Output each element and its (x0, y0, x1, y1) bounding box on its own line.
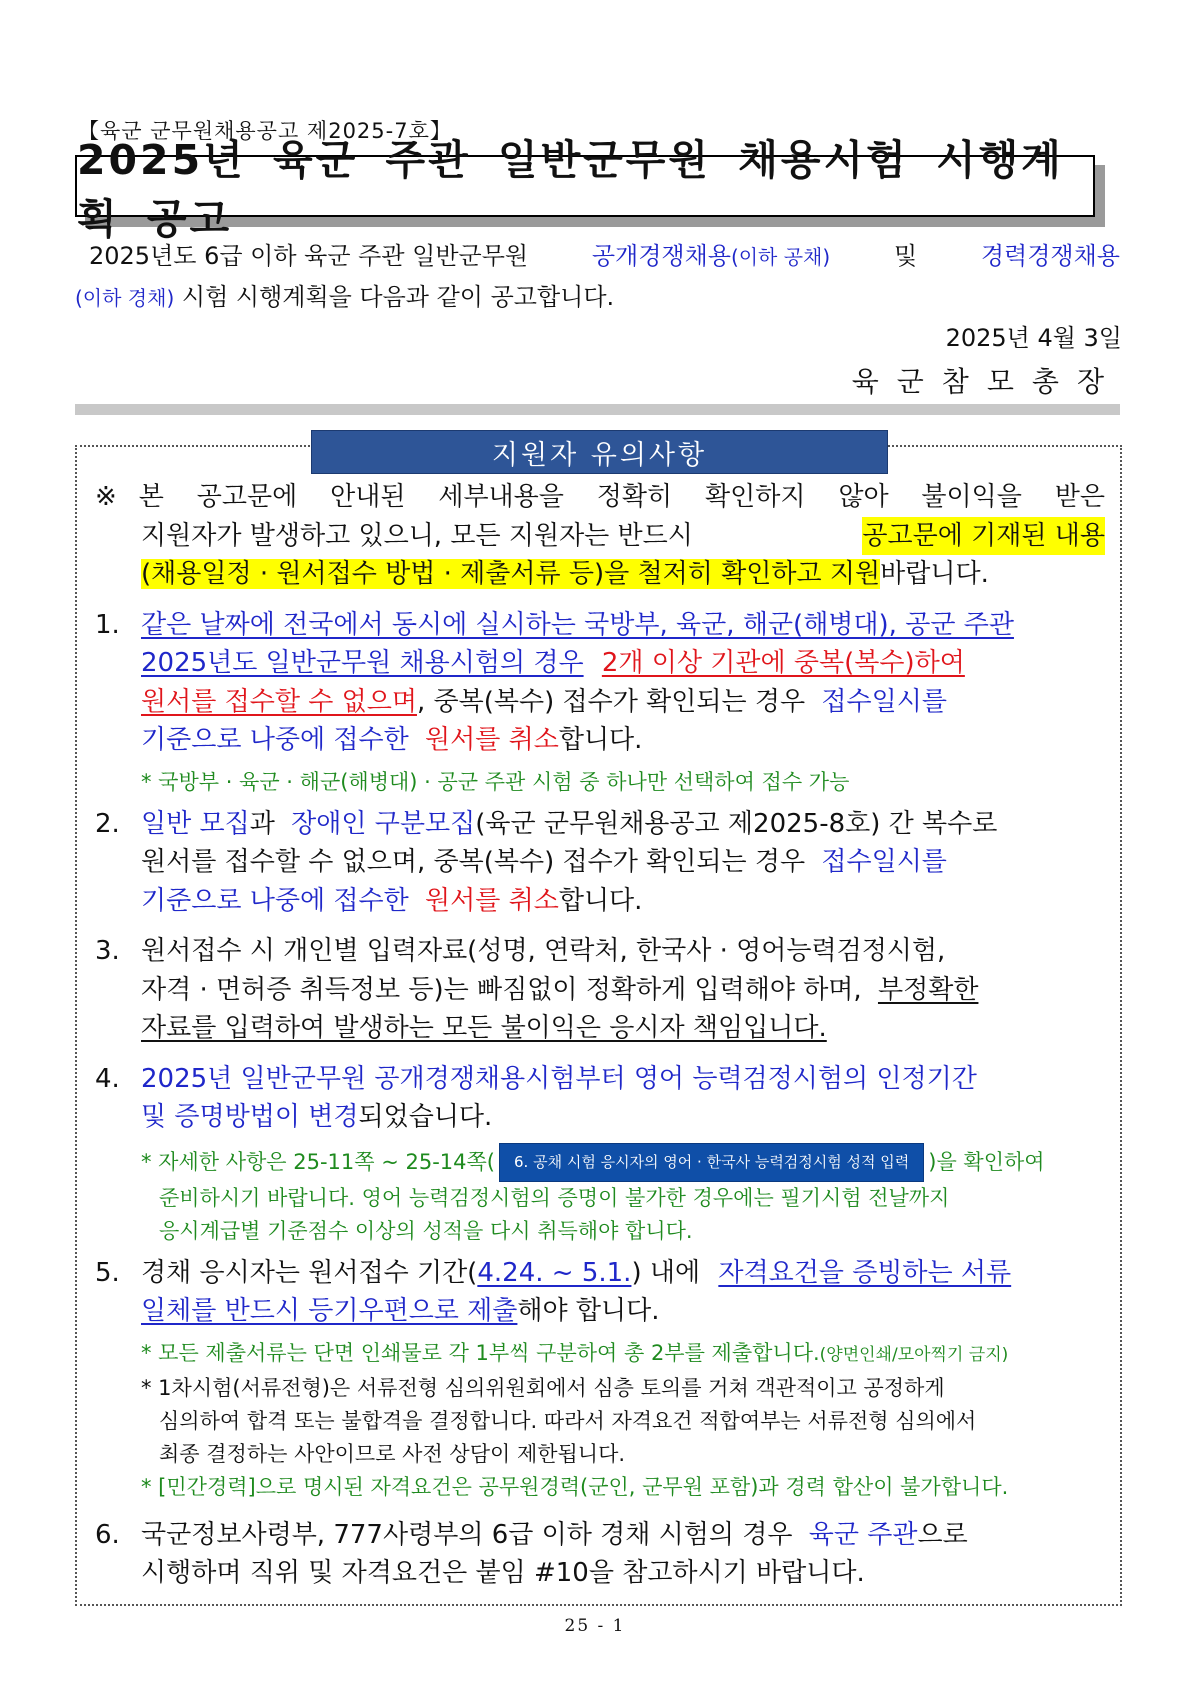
item-3-text: 자격 · 면허증 취득정보 등)는 빠짐없이 정확하게 입력해야 하며, (141, 974, 862, 1005)
item-6-line-2 (95, 1554, 1105, 1593)
item-5-line-2 (95, 1292, 1105, 1331)
reference-mark-icon: ※ (95, 482, 117, 512)
item-4-note-text: )을 확인하여 (928, 1149, 1045, 1174)
preface-line-1 (95, 478, 1105, 517)
intro-highlight-career-recruit: 경력경쟁채용 (980, 242, 1120, 270)
item-2 (95, 805, 1105, 844)
item-5-note-2-line-3: 최종 결정하는 사안이므로 사전 상담이 제한됩니다. (159, 1441, 626, 1466)
item-1-warning: 원서를 접수할 수 없으며 (141, 686, 417, 717)
item-5-note-2-line-2: 심의하여 합격 또는 불합격을 결정합니다. 따라서 자격요건 적합여부는 서류전형 심의에서 (159, 1408, 977, 1433)
intro-text: 시험 시행계획을 다음과 같이 공고합니다. (181, 283, 615, 311)
item-5-note-text: * 모든 제출서류는 단면 인쇄물로 각 1부씩 구분하여 총 2부를 제출합니다. (141, 1340, 820, 1365)
item-3-line-3 (95, 1009, 1105, 1048)
section-reference-tag: 6. 공채 시험 응시자의 영어 · 한국사 능력검정시험 성적 입력 (499, 1143, 924, 1182)
item-4 (95, 1060, 1105, 1099)
item-number: 6. (95, 1519, 120, 1550)
item-6-text: 국군정보사령부, 777사령부의 6급 이하 경채 시험의 경우 (141, 1519, 793, 1550)
notice-heading: 지원자 유의사항 (311, 430, 888, 474)
item-1-warning: 2개 이상 기관에 중복(복수)하여 (601, 648, 965, 678)
item-1-text: 합니다. (558, 725, 643, 755)
preface-line-3 (95, 555, 1105, 594)
item-4-text: 되었습니다. (358, 1102, 493, 1132)
item-number: 4. (95, 1063, 120, 1094)
item-2-text: 원서를 접수할 수 없으며, 중복(복수) 접수가 확인되는 경우 (141, 847, 806, 877)
item-2-emphasis: 접수일시를 (821, 847, 947, 877)
item-5-note-1 (95, 1337, 1105, 1372)
item-2-warning: 원서를 취소 (424, 885, 559, 916)
item-1-text: , 중복(복수) 접수가 확인되는 경우 (416, 686, 806, 717)
preface-highlight: 공고문에 기재된 내용 (862, 517, 1105, 556)
notice-number: 【육군 군무원채용공고 제2025-7호】 (78, 119, 452, 143)
item-4-emphasis: 및 증명방법이 변경 (141, 1102, 359, 1132)
item-5-note-text: (양면인쇄/모아찍기 금지) (819, 1344, 1009, 1365)
item-5-emphasis: 자격요건을 증빙하는 서류 (718, 1257, 1012, 1288)
notice-content (95, 478, 1105, 1593)
item-1-note: * 국방부 · 육군 · 해군(해병대) · 공군 주관 시험 중 하나만 선택하여 접수 가능 (141, 769, 850, 794)
item-1-text: 같은 날짜에 전국에서 동시에 실시하는 국방부, 육군, 해군(해병대), 공군 주관 (141, 609, 1014, 640)
intro-abbr-open: (이하 공채) (730, 245, 831, 269)
item-5-note-2: * 1차시험(서류전형)은 서류전형 심의위원회에서 심층 토의를 거쳐 객관적이고 공정하게 (141, 1375, 945, 1400)
item-3 (95, 932, 1105, 971)
item-5-period: 4.24. ~ 5.1. (477, 1257, 632, 1288)
item-6-text: 시행하며 직위 및 자격요건은 붙임 #10을 참고하시기 바랍니다. (141, 1558, 865, 1588)
preface-text: 지원자가 발생하고 있으니, 모든 지원자는 반드시 (141, 520, 693, 551)
intro-text: 및 (893, 242, 918, 270)
item-5 (95, 1254, 1105, 1293)
item-5-text: ) 내에 (631, 1257, 701, 1288)
item-6-emphasis: 육군 주관 (808, 1519, 918, 1550)
item-4-note-text: 응시계급별 기준점수 이상의 성적을 다시 취득해야 합니다. (159, 1218, 693, 1243)
item-2-emphasis: 기준으로 나중에 접수한 (141, 885, 409, 916)
intro-highlight-open-recruit: 공개경쟁채용 (591, 242, 731, 270)
item-6 (95, 1516, 1105, 1555)
item-3-line-2 (95, 971, 1105, 1010)
item-3-underline: 부정확한 (877, 974, 979, 1005)
item-2-emphasis: 장애인 구분모집 (291, 808, 476, 839)
item-3-underline: 자료를 입력하여 발생하는 모든 불이익은 응시자 책임입니다. (141, 1013, 827, 1043)
item-1-line-2 (95, 644, 1105, 683)
intro-abbr-career: (이하 경채) (75, 286, 175, 310)
item-number: 3. (95, 936, 120, 966)
page-title: 2025년 육군 주관 일반군무원 채용시험 시행계획 공고 (77, 136, 1064, 243)
item-4-note (95, 1143, 1105, 1182)
item-2-emphasis: 일반 모집 (141, 808, 250, 839)
page-number: 25 - 1 (564, 1616, 626, 1636)
item-4-line-2 (95, 1098, 1105, 1137)
item-5-text: 경채 응시자는 원서접수 기간( (141, 1257, 478, 1288)
item-number: 5. (95, 1257, 120, 1288)
intro-paragraph (75, 236, 1120, 318)
preface-highlight: (채용일정 · 원서접수 방법 · 제출서류 등)을 철저히 확인하고 지원 (141, 559, 881, 589)
item-5-emphasis: 일체를 반드시 등기우편으로 제출 (141, 1296, 518, 1326)
item-1-emphasis: 접수일시를 (821, 686, 947, 717)
item-4-emphasis: 2025년 일반군무원 공개경쟁채용시험부터 영어 능력검정시험의 인정기간 (141, 1063, 977, 1094)
divider-bar (75, 404, 1120, 415)
preface-line-2 (95, 517, 1105, 556)
item-6-text: 으로 (917, 1519, 968, 1550)
item-number: 2. (95, 808, 120, 839)
intro-line-1 (75, 236, 1120, 277)
signer: 육군참모총장 (851, 365, 1122, 398)
item-2-text: 과 (249, 808, 275, 839)
item-5-note-3: * [민간경력]으로 명시된 자격요건은 공무원경력(군인, 군무원 포함)과 경력 합산이 불가합니다. (141, 1474, 1009, 1499)
item-2-line-3 (95, 882, 1105, 921)
item-4-note-text: * 자세한 사항은 25-11쪽 ~ 25-14쪽( (141, 1149, 495, 1174)
intro-line-2 (75, 277, 1120, 318)
preface-text: 본 공고문에 안내된 세부내용을 정확히 확인하지 않아 불이익을 받은 (138, 482, 1105, 512)
item-5-text: 해야 합니다. (517, 1296, 660, 1326)
item-number: 1. (95, 609, 120, 640)
title-box (75, 136, 1095, 243)
title-block (75, 136, 1105, 243)
item-2-text: (육군 군무원채용공고 제2025-8호) 간 복수로 (475, 808, 998, 839)
item-1-warning: 원서를 취소 (424, 725, 559, 755)
item-3-text: 원서접수 시 개인별 입력자료(성명, 연락처, 한국사 · 영어능력검정시험, (141, 936, 946, 966)
item-2-line-2 (95, 843, 1105, 882)
item-1-line-4 (95, 721, 1105, 760)
item-2-text: 합니다. (558, 885, 643, 916)
item-1-emphasis: 기준으로 나중에 접수한 (141, 725, 409, 755)
announcement-date: 2025년 4월 3일 (945, 324, 1122, 352)
item-1-line-3 (95, 683, 1105, 722)
item-1 (95, 606, 1105, 645)
preface-text: 바랍니다. (880, 559, 989, 589)
intro-text: 2025년도 6급 이하 육군 주관 일반군무원 (89, 242, 529, 270)
item-1-text: 2025년도 일반군무원 채용시험의 경우 (141, 648, 584, 678)
item-4-note-text: 준비하시기 바랍니다. 영어 능력검정시험의 증명이 불가한 경우에는 필기시험 전날까지 (159, 1185, 950, 1210)
